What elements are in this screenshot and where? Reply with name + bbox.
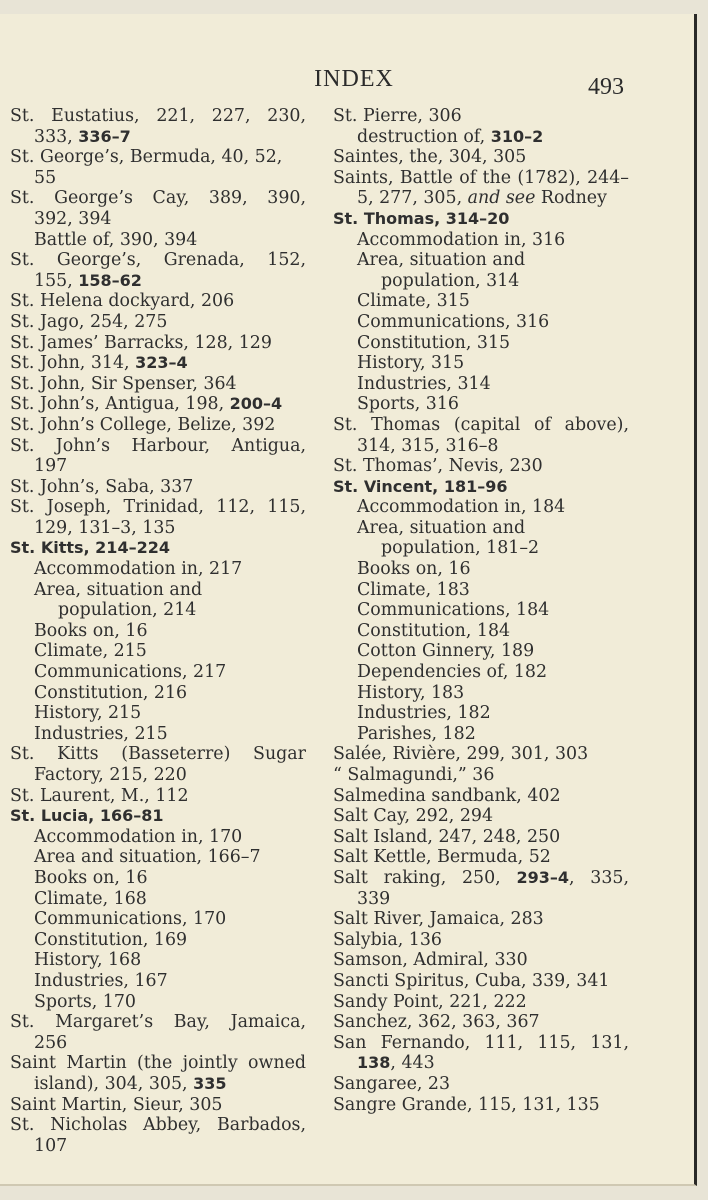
index-entry: St. John’s College, Belize, 392 (10, 414, 276, 435)
index-subentry: Books on, 16 (34, 867, 148, 888)
index-entry: Saint Martin (the jointly owned island), 304, 305, 335 (10, 1053, 306, 1094)
index-subentry: Communications, 217 (34, 662, 227, 683)
index-subentry: Books on, 16 (34, 620, 148, 641)
page-number: 493 (588, 74, 624, 100)
index-entry: St. George’s, Bermuda, 40, 52, 55 (10, 147, 283, 188)
index-heading-st-vincent: St. Vincent, 181–96 (333, 476, 508, 496)
index-entry: Saint Martin, Sieur, 305 (10, 1094, 223, 1115)
index-subentry: Sports, 170 (34, 991, 136, 1012)
index-entry: “ Salmagundi,” 36 (333, 765, 495, 785)
index-subentry: Cotton Ginnery, 189 (357, 641, 535, 662)
index-entry: St. Eustatius, 221, 227, 230, 333, 336–7 (10, 106, 306, 147)
index-entry: Sancti Spiritus, Cuba, 339, 341 (333, 970, 610, 991)
index-subentry: Constitution, 216 (34, 682, 188, 703)
index-entry: St. Helena dockyard, 206 (10, 291, 235, 312)
index-subentry: Constitution, 184 (357, 620, 511, 641)
index-subentry: Accommodation in, 217 (34, 559, 243, 580)
index-subentry: Industries, 182 (357, 703, 491, 724)
index-entry: Sandy Point, 221, 222 (333, 991, 527, 1012)
index-subentry: History, 215 (34, 703, 142, 724)
index-entry: Salt raking, 250, 293–4, 335, 339 (333, 867, 630, 909)
index-entry: St. Nicholas Abbey, Barbados, 107 (10, 1115, 306, 1156)
index-entry: St. Joseph, Trinidad, 112, 115, 129, 131–3, 135 (10, 497, 306, 538)
index-entry: St. John’s, Antigua, 198, 200–4 (10, 394, 283, 415)
index-entry: St. John, Sir Spenser, 364 (10, 373, 237, 394)
index-heading-st-thomas: St. Thomas, 314–20 (333, 208, 510, 228)
index-subentry: Accommodation in, 170 (34, 826, 243, 847)
index-column-left (10, 106, 306, 1156)
index-subentry: Accommodation in, 316 (357, 229, 566, 250)
index-subentry: Communications, 170 (34, 909, 227, 930)
index-entry: Saints, Battle of the (1782), 244–5, 277, 305, and see Rodney (333, 167, 629, 209)
index-entry: Salt River, Jamaica, 283 (333, 909, 544, 930)
index-subentry: Industries, 215 (34, 723, 168, 744)
index-entry: Salée, Rivière, 299, 301, 303 (333, 744, 589, 765)
running-head: INDEX (314, 66, 394, 92)
index-entry: St. Jago, 254, 275 (10, 311, 168, 332)
index-subentry: Books on, 16 (357, 559, 471, 580)
index-entry: St. Pierre, 306 (333, 106, 462, 126)
index-subentry: Area, situation and population, 214 (34, 579, 203, 621)
index-subentry: destruction of, 310–2 (357, 126, 544, 147)
index-subentry: History, 315 (357, 353, 465, 374)
index-subentry: Sports, 316 (357, 394, 459, 415)
index-subentry: Climate, 183 (357, 579, 470, 600)
index-subentry: Climate, 168 (34, 888, 147, 909)
index-entry: Sanchez, 362, 363, 367 (333, 1012, 540, 1033)
index-entry: St. John’s Harbour, Antigua, 197 (10, 435, 306, 477)
index-subentry: Industries, 167 (34, 970, 168, 991)
index-subentry: Dependencies of, 182 (357, 662, 548, 683)
index-subentry: Area, situation and population, 181–2 (357, 517, 540, 559)
index-entry: St. George’s, Grenada, 152, 155, 158–62 (10, 250, 306, 291)
index-column-right (333, 106, 629, 1115)
index-entry: Samson, Admiral, 330 (333, 950, 528, 971)
index-entry: St. Margaret’s Bay, Jamaica, 256 (10, 1012, 306, 1053)
index-entry: Saintes, the, 304, 305 (333, 147, 527, 168)
index-entry: Salt Cay, 292, 294 (333, 806, 494, 827)
index-subentry: Communications, 184 (357, 600, 550, 621)
index-entry: St. Thomas’, Nevis, 230 (333, 456, 543, 477)
index-subentry: Climate, 215 (34, 641, 147, 662)
index-entry: St. John, 314, 323–4 (10, 353, 188, 374)
index-subentry: Area and situation, 166–7 (34, 847, 261, 868)
index-subentry: History, 183 (357, 682, 465, 703)
index-entry: Salybia, 136 (333, 929, 442, 950)
index-entry: St. Kitts (Basseterre) Sugar Factory, 215, 220 (10, 744, 306, 785)
index-heading-st-lucia: St. Lucia, 166–81 (10, 806, 164, 826)
index-entry: St. Laurent, M., 112 (10, 785, 189, 806)
index-subentry: Accommodation in, 184 (357, 497, 566, 518)
index-entry: Sangaree, 23 (333, 1073, 451, 1094)
index-heading-st-kitts: St. Kitts, 214–224 (10, 538, 170, 558)
index-entry: San Fernando, 111, 115, 131, 138, 443 (333, 1032, 629, 1074)
index-entry: Salt Kettle, Bermuda, 52 (333, 847, 551, 868)
index-entry: Sangre Grande, 115, 131, 135 (333, 1094, 600, 1115)
index-subentry: Communications, 316 (357, 311, 550, 332)
index-subentry: Battle of, 390, 394 (34, 229, 198, 250)
index-entry: Salt Island, 247, 248, 250 (333, 826, 561, 847)
index-subentry: Area, situation and population, 314 (357, 250, 526, 291)
index-entry: St. James’ Barracks, 128, 129 (10, 332, 272, 353)
index-subentry: Constitution, 315 (357, 332, 511, 353)
index-subentry: Constitution, 169 (34, 929, 188, 950)
index-entry: St. George’s Cay, 389, 390, 392, 394 (10, 188, 306, 229)
index-subentry: History, 168 (34, 950, 142, 971)
index-subentry: Parishes, 182 (357, 723, 476, 744)
index-subentry: Industries, 314 (357, 373, 491, 394)
index-entry: St. John’s, Saba, 337 (10, 476, 194, 497)
index-entry: St. Thomas (capital of above), 314, 315, 316–8 (333, 414, 629, 456)
index-subentry: Climate, 315 (357, 291, 470, 312)
index-entry: Salmedina sandbank, 402 (333, 785, 561, 806)
